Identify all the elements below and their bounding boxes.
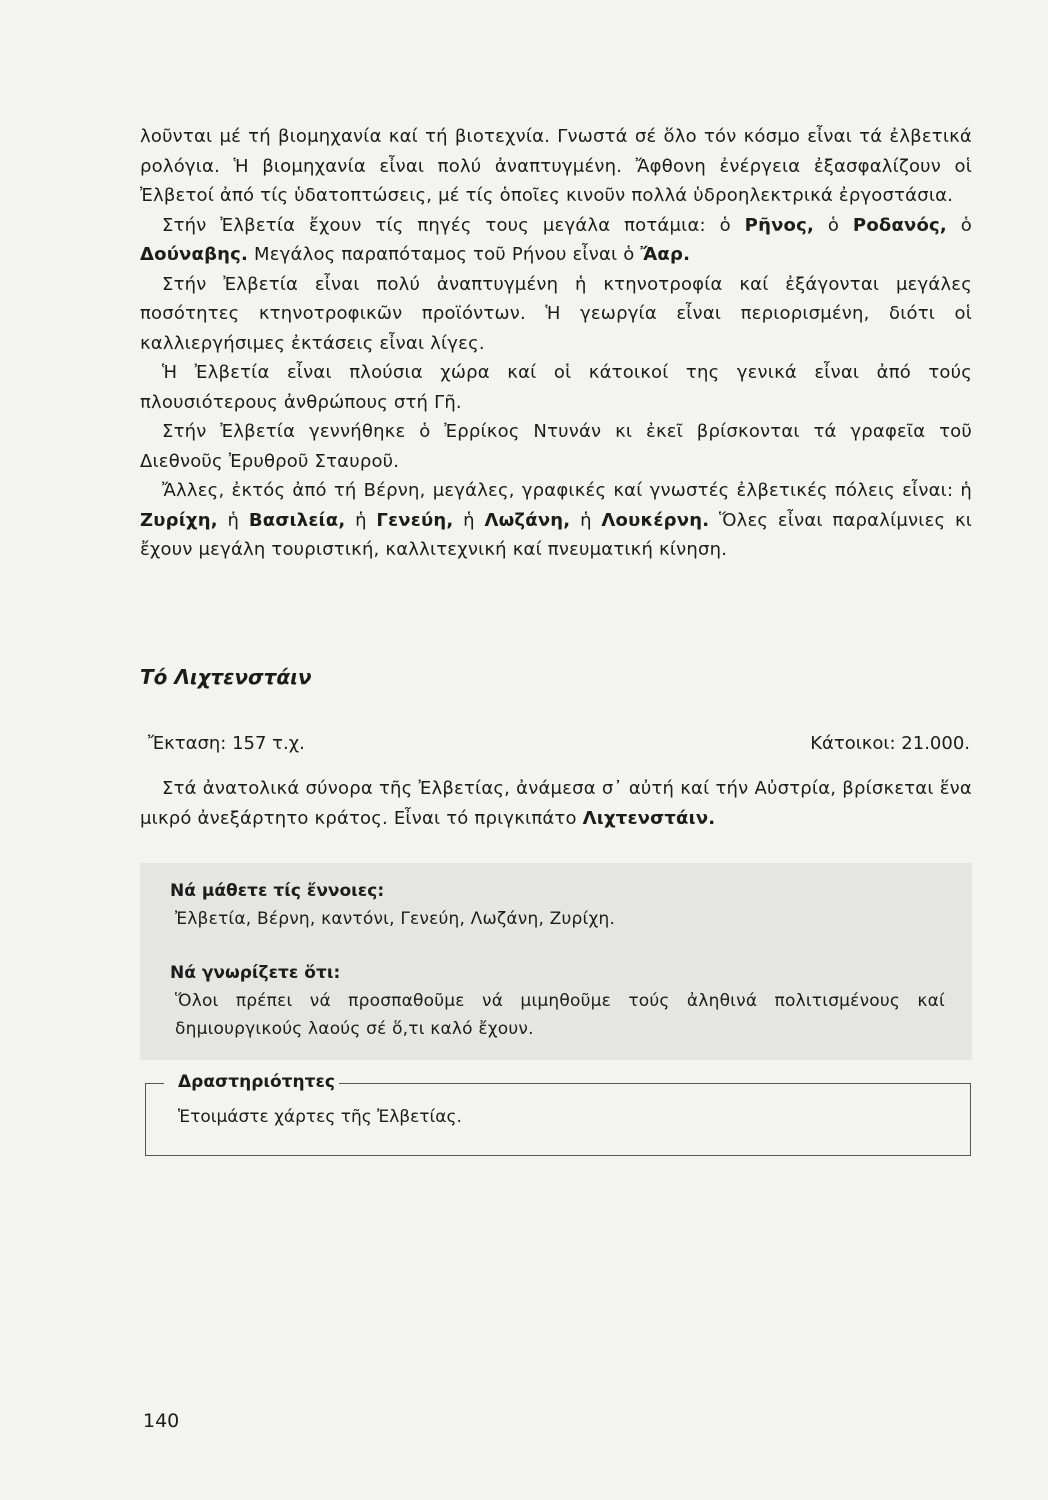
frame-line (146, 1083, 164, 1084)
paragraph-rivers: Στήν Ἐλβετία ἔχουν τίς πηγές τους μεγάλα ποτάμια: ὁ Ρῆνος, ὁ Ροδανός, ὁ Δούναβης. Μεγάλος παραπόταμος τοῦ Ρήνου εἶναι ὁ Ἄαρ. (140, 214, 973, 265)
section-title: Τό Λιχτενστάιν (140, 665, 312, 689)
population-stat: Κάτοικοι: 21.000. (810, 733, 970, 754)
paragraph-liechtenstein: Στά ἀνατολικά σύνορα τῆς Ἐλβετίας, ἀνάμεσα σ᾽ αὐτή καί τήν Αὐστρία, βρίσκεται ἕνα μικρό ἀνεξάρτητο κράτος. Εἶναι τό πριγκιπάτο Λιχτενστάιν. (140, 778, 972, 829)
activities-box (145, 1072, 971, 1156)
paragraph-industry: λοῦνται μέ τή βιομηχανία καί τή βιοτεχνία. Γνωστά σέ ὅλο τόν κόσμο εἶναι τά ἐλβετικά ρολόγια. Ἡ βιομηχανία εἶναι πολύ ἀναπτυγμένη. Ἄφθονη ἐνέργεια ἐξασφαλίζουν οἱ Ἐλβετοί ἀπό τίς ὑδατοπτώσεις, μέ τίς ὁποῖες κινοῦν πολλά ὑδροηλεκτρικά ἐργοστάσια. (140, 126, 972, 206)
city-lucerne: Λουκέρνη. (601, 509, 710, 531)
concepts-text: Ἐλβετία, Βέρνη, καντόνι, Γενεύη, Λωζάνη, Ζυρίχη. (175, 909, 616, 929)
city-basel: Βασιλεία, (248, 509, 346, 531)
city-lausanne: Λωζάνη, (484, 509, 571, 531)
liechtenstein-bold: Λιχτενστάιν. (582, 807, 716, 829)
city-zurich: Ζυρίχη, (140, 509, 218, 531)
activities-text: Ἑτοιμάστε χάρτες τῆς Ἐλβετίας. (178, 1107, 462, 1127)
frame-line (334, 1083, 970, 1084)
river-danube: Δούναβης. (140, 244, 249, 265)
intro-text (140, 122, 972, 565)
river-rhone: Ροδανός, (852, 214, 947, 236)
know-text: Ὅλοι πρέπει νά προσπαθοῦμε νά μιμηθοῦμε τούς ἀληθινά πολιτισμένους καί δημιουργικούς λαούς σέ ὅ,τι καλό ἔχουν. (175, 991, 945, 1039)
paragraph-wealth: Ἡ Ἐλβετία εἶναι πλούσια χώρα καί οἱ κάτοικοί της γενικά εἶναι ἀπό τούς πλουσιότερους ἀνθρώπους στή Γῆ. (140, 362, 972, 413)
page-number: 140 (143, 1410, 180, 1432)
activities-title: Δραστηριότητες (174, 1072, 339, 1092)
area-stat: Ἔκταση: 157 τ.χ. (148, 733, 305, 754)
city-geneva: Γενεύη, (376, 509, 454, 531)
river-aar: Ἄαρ. (640, 244, 691, 265)
liechtenstein-text (140, 774, 972, 833)
paragraph-livestock: Στήν Ἐλβετία εἶναι πολύ ἀναπτυγμένη ἡ κτηνοτροφία καί ἐξάγονται μεγάλες ποσότητες κτηνοτροφικῶν προϊόντων. Ἡ γεωργία εἶναι περιορισμένη, διότι οἱ καλλιεργήσιμες ἐκτάσεις εἶναι λίγες. (140, 273, 972, 354)
learning-box (140, 863, 972, 1060)
river-rhine: Ρῆνος, (744, 214, 815, 236)
know-heading: Νά γνωρίζετε ὅτι: (170, 963, 341, 983)
paragraph-cities: Ἄλλες, ἐκτός ἀπό τή Βέρνη, μεγάλες, γραφικές καί γνωστές ἐλβετικές πόλεις εἶναι: ἡ Ζυρίχη, ἡ Βασιλεία, ἡ Γενεύη, ἡ Λωζάνη, ἡ Λουκέρνη. Ὅλες εἶναι παραλίμνιες κι ἔχουν μεγάλη τουριστική, καλλιτεχνική καί πνευματική κίνηση. (140, 480, 973, 560)
concepts-heading: Νά μάθετε τίς ἔννοιες: (170, 881, 385, 901)
paragraph-red-cross: Στήν Ἐλβετία γεννήθηκε ὁ Ἐρρίκος Ντυνάν κι ἐκεῖ βρίσκονται τά γραφεῖα τοῦ Διεθνοῦς Ἐρυθροῦ Σταυροῦ. (140, 421, 972, 472)
